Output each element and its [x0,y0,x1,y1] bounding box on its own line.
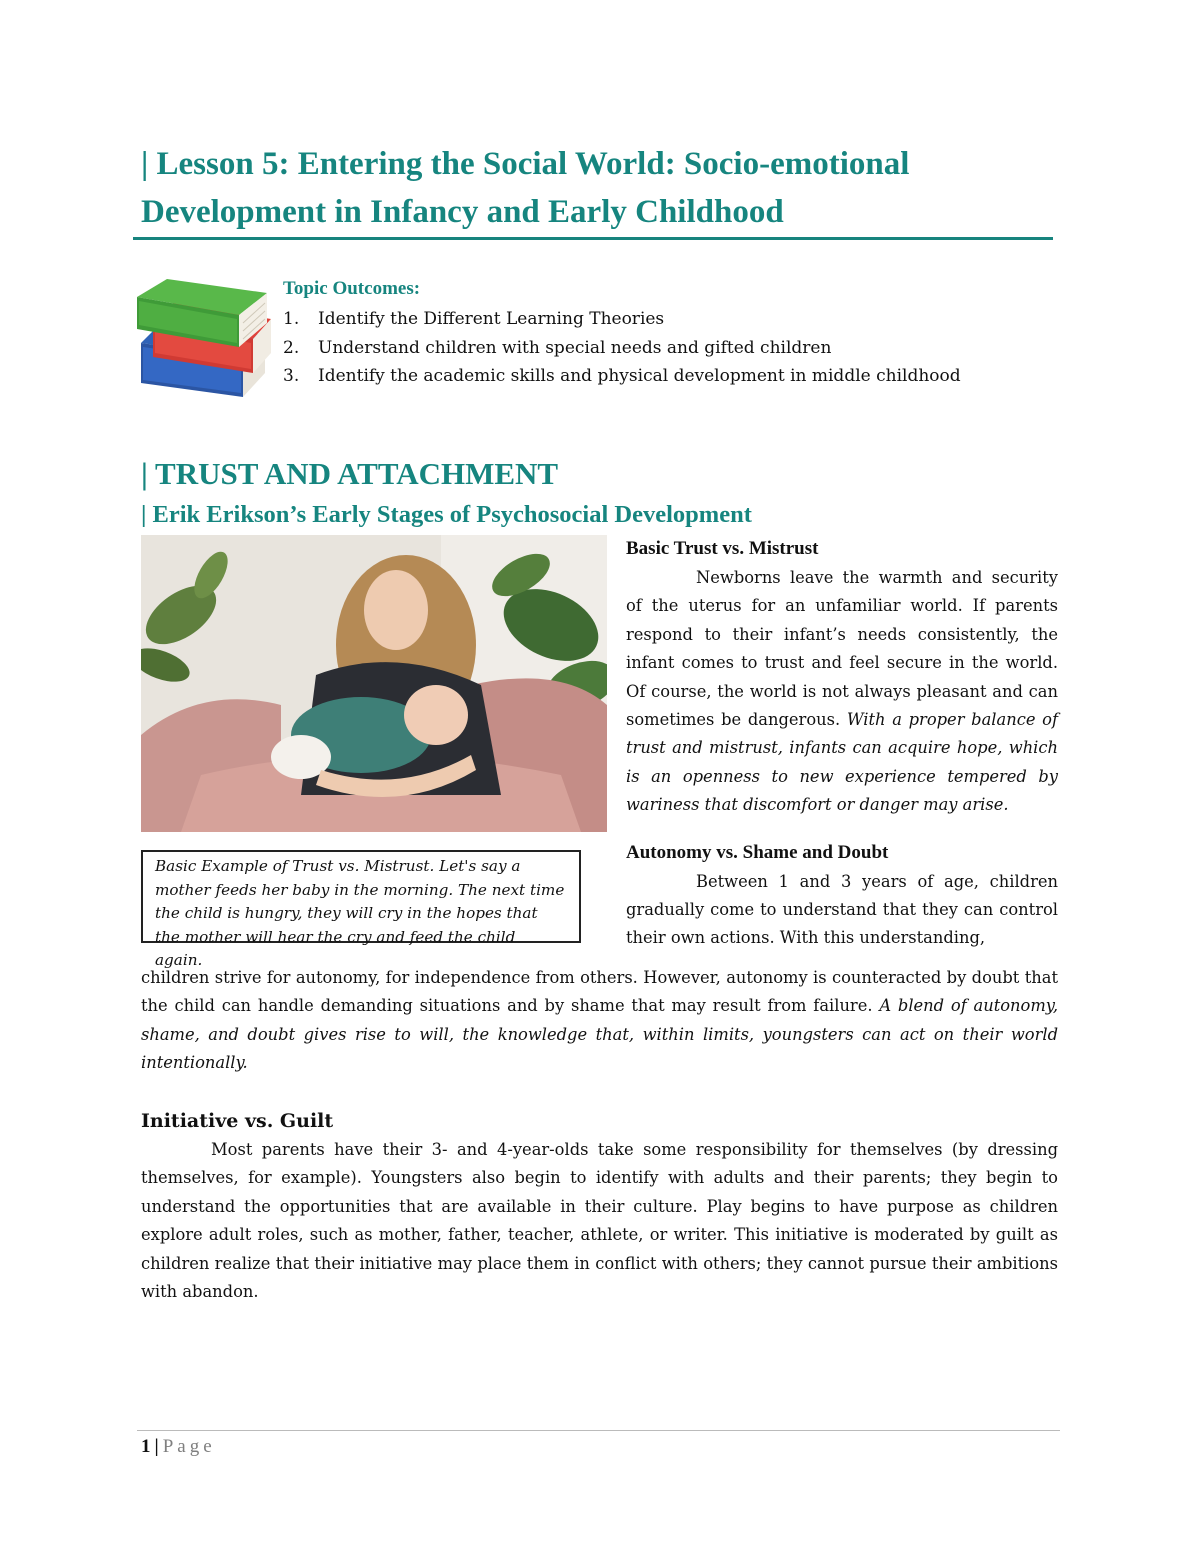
autonomy-paragraph-cont [141,964,1058,1078]
caption-box [141,850,581,969]
caption-text: Basic Example of Trust vs. Mistrust. Let's say a mother feeds her baby in the morning. The next time the child is hungry, they will cry in the hopes that the mother will hear the cry and feed the child again. [155,857,565,969]
autonomy-text: children strive for autonomy, for independence from others. However, autonomy is counteracted by doubt that the child can handle demanding situations and by shame that may result from failure. [141,968,1058,1016]
footer-separator: | [154,1436,159,1457]
list-number: 3. [283,366,300,386]
trust-heading: Basic Trust vs. Mistrust [626,538,819,559]
list-number: 2. [283,337,300,358]
trust-italic-text: With a proper balance of trust and mistrust, infants can acquire hope, which is an openness to new experience tempered by wariness that discomfort or danger may arise. [626,710,1058,815]
list-number: 1. [283,309,300,329]
autonomy-heading: Autonomy vs. Shame and Doubt [626,841,889,863]
title-divider [133,237,1053,240]
list-item [283,305,1073,334]
initiative-heading: Initiative vs. Guilt [141,1110,334,1132]
section-title: | TRUST AND ATTACHMENT [141,456,559,491]
trust-text: Newborns leave the warmth and security of the uterus for an unfamiliar world. If parents respond to their infant’s needs consistently, the infant comes to trust and feel secure in the world. Of course, the world is not always pleasant and can sometimes be dangerous. [626,568,1058,730]
outcomes-heading: Topic Outcomes: [283,278,421,299]
list-item [283,362,1073,391]
page-number: 1 [141,1436,151,1457]
initiative-paragraph: Most parents have their 3- and 4-year-olds take some responsibility for themselves (by dressing themselves, for example). Youngsters also begin to identify with adults and their parents; they begin to understand the opportunities that are available in their culture. Play begins to have purpose as children explore adult roles, such as mother, father, teacher, athlete, or writer. This initiative is moderated by guilt as children realize that their initiative may place them in conflict with others; they cannot pursue their ambitions with abandon. [141,1140,1058,1302]
topic-outcomes [283,276,1073,391]
right-column [626,535,1058,953]
list-text: Understand children with special needs and gifted children [318,337,832,358]
autonomy-paragraph-start: Between 1 and 3 years of age, children gradually come to understand that they can control their own actions. With this understanding, [626,871,1058,948]
list-item [283,334,1073,363]
footer-divider [137,1430,1060,1431]
page-label: Page [162,1436,216,1457]
lesson-title: | Lesson 5: Entering the Social World: Socio-emotional Development in Infancy and Early Childhood [141,146,910,230]
list-text: Identify the Different Learning Theories [318,309,665,329]
mother-feeding-baby-photo [141,535,607,832]
initiative-section [141,1107,1058,1306]
books-icon [133,273,273,413]
autonomy-italic-text: A blend of autonomy, shame, and doubt gives rise to will, the knowledge that, within limits, youngsters can act on their world intentionally. [141,996,1058,1073]
outcomes-list [283,305,1073,391]
autonomy-continued [141,964,1058,1078]
page-footer [141,1434,216,1460]
trust-paragraph [626,564,1058,820]
list-text: Identify the academic skills and physical development in middle childhood [318,366,961,386]
section-subtitle: | Erik Erikson’s Early Stages of Psychosocial Development [141,501,752,528]
